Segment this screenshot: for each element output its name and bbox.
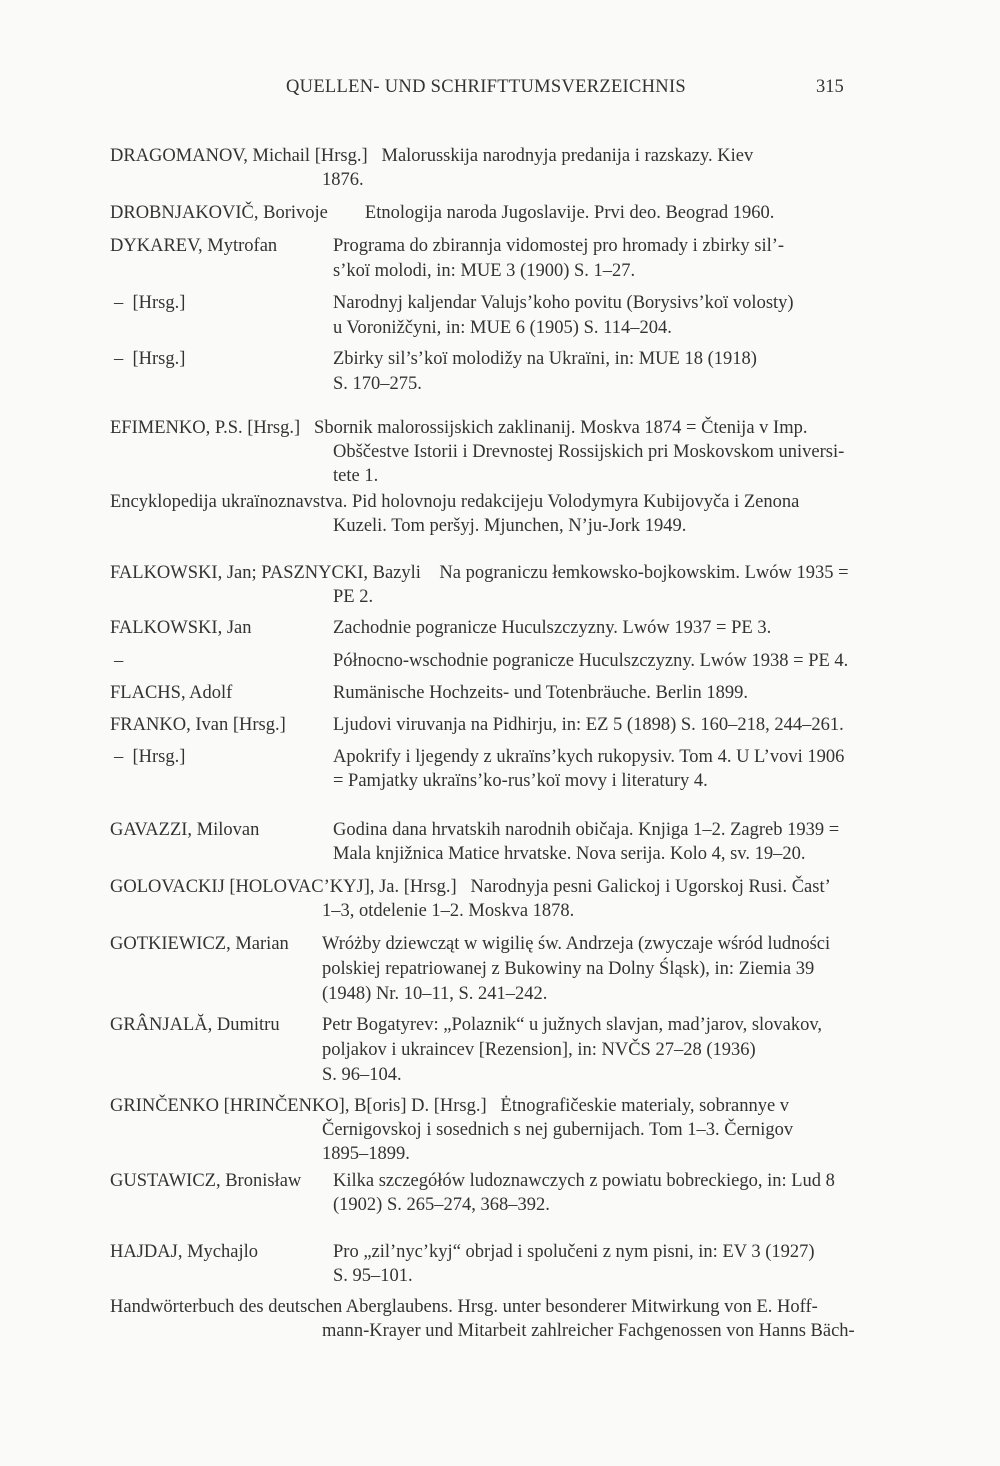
- entry-line: mann-Krayer und Mitarbeit zahlreicher Fachgenossen von Hanns Bäch-: [322, 1321, 855, 1341]
- entry-line: EFIMENKO, P.S. [Hrsg.] Sbornik malorossijskich zaklinanij. Moskva 1874 = Čtenija v Imp.: [110, 418, 808, 438]
- entry-line: DRAGOMANOV, Michail [Hrsg.] Malorusskija narodnyja predanija i razskazy. Kiev: [110, 146, 754, 166]
- entry-line: Encyklopedija ukraïnoznavstva. Pid holovnoju redakcijeju Volodymyra Kubijovyča i Zenona: [110, 492, 800, 512]
- entry-line: Mala knjižnica Matice hrvatske. Nova serija. Kolo 4, sv. 19–20.: [333, 844, 806, 864]
- entry-line: = Pamjatky ukraïns’ko-rus’koï movy i literatury 4.: [333, 771, 708, 791]
- entry-line: tete 1.: [333, 466, 379, 486]
- entry-line: Kuzeli. Tom peršyj. Mjunchen, N’ju-Jork 1949.: [333, 516, 687, 536]
- entry-author: – [Hrsg.]: [114, 747, 186, 767]
- running-head: [0, 76, 1000, 100]
- entry-line: GRINČENKO [HRINČENKO], B[oris] D. [Hrsg.] Ėtnografičeskie materialy, sobrannye v: [110, 1096, 790, 1116]
- entry-author: –: [114, 651, 124, 671]
- entry-line: Handwörterbuch des deutschen Aberglaubens. Hrsg. unter besonderer Mitwirkung von E. Hoff-: [110, 1297, 818, 1317]
- entry-line: Pro „zil’nyc’kyj“ obrjad i spolučeni z nym pisni, in: EV 3 (1927): [333, 1242, 815, 1262]
- entry-line: Narodnyj kaljendar Valujs’koho povitu (Borysivs’koï volosty): [333, 293, 794, 313]
- entry-author: GUSTAWICZ, Bronisław: [110, 1171, 302, 1191]
- entry-line: Ljudovi viruvanja na Pidhirju, in: EZ 5 (1898) S. 160–218, 244–261.: [333, 715, 844, 735]
- entry-author: – [Hrsg.]: [114, 293, 186, 313]
- entry-line: S. 96–104.: [322, 1065, 402, 1085]
- entry-line: Godina dana hrvatskih narodnih običaja. Knjiga 1–2. Zagreb 1939 =: [333, 820, 840, 840]
- entry-author: GOTKIEWICZ, Marian: [110, 934, 289, 954]
- entry-line: Obščestve Istorii i Drevnostej Rossijskich pri Moskovskom universi-: [333, 442, 845, 462]
- entry-line: Północno-wschodnie pogranicze Huculszczyzny. Lwów 1938 = PE 4.: [333, 651, 849, 671]
- entry-line: Wróżby dziewcząt w wigilię św. Andrzeja (zwyczaje wśród ludności: [322, 934, 831, 954]
- page-number: 315: [816, 77, 844, 97]
- entry-line: 1–3, otdelenie 1–2. Moskva 1878.: [322, 901, 575, 921]
- entry-line: (1948) Nr. 10–11, S. 241–242.: [322, 984, 548, 1004]
- entry-line: (1902) S. 265–274, 368–392.: [333, 1195, 550, 1215]
- entry-line: poljakov i ukraincev [Rezension], in: NVČS 27–28 (1936): [322, 1040, 756, 1060]
- entry-author: FLACHS, Adolf: [110, 683, 233, 703]
- entry-author: FRANKO, Ivan [Hrsg.]: [110, 715, 286, 735]
- entry-author: – [Hrsg.]: [114, 349, 186, 369]
- entry-author: FALKOWSKI, Jan: [110, 618, 252, 638]
- entry-author: GRÂNJALĂ, Dumitru: [110, 1015, 280, 1035]
- entry-line: S. 170–275.: [333, 374, 422, 394]
- entry-line: Apokrify i ljegendy z ukraïns’kych rukopysiv. Tom 4. U L’vovi 1906: [333, 747, 845, 767]
- running-title: QUELLEN- UND SCHRIFTTUMSVERZEICHNIS: [286, 77, 687, 97]
- entry-author: HAJDAJ, Mychajlo: [110, 1242, 258, 1262]
- entry-line: PE 2.: [333, 587, 374, 607]
- entry-line: s’koï molodi, in: MUE 3 (1900) S. 1–27.: [333, 261, 636, 281]
- entry-line: FALKOWSKI, Jan; PASZNYCKI, Bazyli Na pograniczu łemkowsko-bojkowskim. Lwów 1935 =: [110, 563, 849, 583]
- entry-line: GOLOVACKIJ [HOLOVAC’KYJ], Ja. [Hrsg.] Narodnyja pesni Galickoj i Ugorskoj Rusi. Čast’: [110, 877, 831, 897]
- entry-line: 1876.: [322, 170, 364, 190]
- entry-line: 1895–1899.: [322, 1144, 410, 1164]
- entry-line: Petr Bogatyrev: „Polaznik“ u južnych slavjan, mad’jarov, slovakov,: [322, 1015, 823, 1035]
- entry-line: Kilka szczegółów ludoznawczych z powiatu bobreckiego, in: Lud 8: [333, 1171, 835, 1191]
- entry-line: Zbirky sil’s’koï molodižy na Ukraïni, in: MUE 18 (1918): [333, 349, 757, 369]
- entry-line: Programa do zbirannja vidomostej pro hromady i zbirky sil’-: [333, 236, 785, 256]
- entry-line: u Voronižčyni, in: MUE 6 (1905) S. 114–204.: [333, 318, 672, 338]
- entry-line: S. 95–101.: [333, 1266, 413, 1286]
- entry-line: DROBNJAKOVIČ, Borivoje Etnologija naroda Jugoslavije. Prvi deo. Beograd 1960.: [110, 203, 775, 223]
- entry-line: Zachodnie pogranicze Huculszczyzny. Lwów 1937 = PE 3.: [333, 618, 772, 638]
- entry-author: GAVAZZI, Milovan: [110, 820, 260, 840]
- entry-line: Rumänische Hochzeits- und Totenbräuche. Berlin 1899.: [333, 683, 749, 703]
- entry-line: polskiej repatriowanej z Bukowiny na Dolny Śląsk), in: Ziemia 39: [322, 959, 815, 979]
- entry-author: DYKAREV, Mytrofan: [110, 236, 278, 256]
- entry-line: Černigovskoj i sosednich s nej gubernijach. Tom 1–3. Černigov: [322, 1120, 794, 1140]
